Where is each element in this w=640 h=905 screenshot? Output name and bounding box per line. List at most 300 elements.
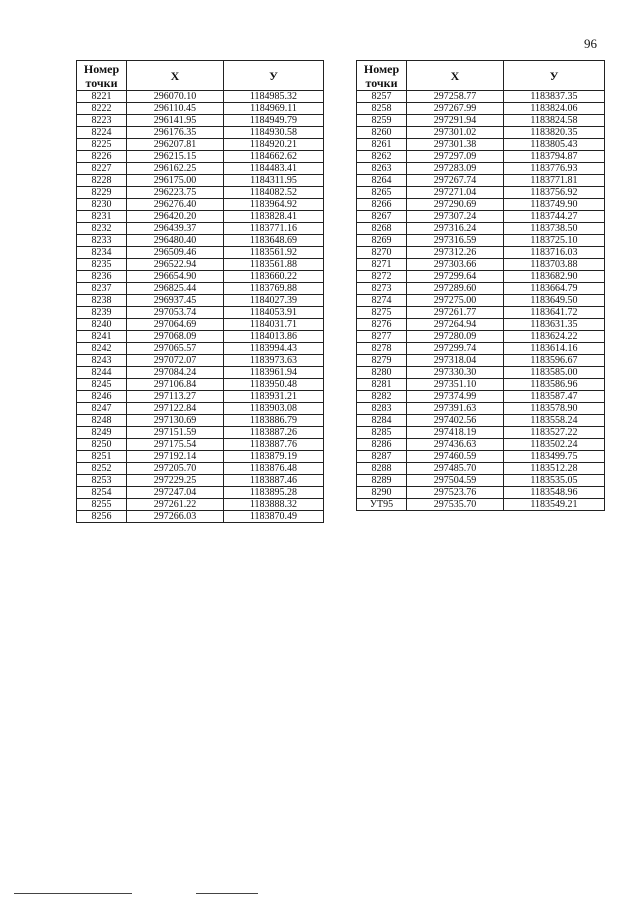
table-row — [77, 355, 324, 367]
table-row — [357, 379, 605, 391]
point-number-cell: 8228 — [77, 175, 127, 187]
y-coordinate-cell: 1183931.21 — [224, 391, 324, 403]
y-coordinate-cell: 1183994.43 — [224, 343, 324, 355]
point-number-cell: 8257 — [357, 91, 407, 103]
table-row — [357, 211, 605, 223]
point-number-cell: 8259 — [357, 115, 407, 127]
x-coordinate-cell: 297205.70 — [127, 463, 224, 475]
x-coordinate-cell: 297391.63 — [407, 403, 504, 415]
x-coordinate-cell: 297084.24 — [127, 367, 224, 379]
table-row — [77, 511, 324, 523]
point-number-cell: 8247 — [77, 403, 127, 415]
y-coordinate-cell: 1183876.48 — [224, 463, 324, 475]
y-coordinate-cell: 1183664.79 — [504, 283, 605, 295]
point-number-cell: 8244 — [77, 367, 127, 379]
x-coordinate-cell: 297297.09 — [407, 151, 504, 163]
point-number-cell: 8267 — [357, 211, 407, 223]
point-number-cell: 8241 — [77, 331, 127, 343]
x-coordinate-cell: 297130.69 — [127, 415, 224, 427]
x-coordinate-cell: 297301.38 — [407, 139, 504, 151]
y-coordinate-cell: 1183973.63 — [224, 355, 324, 367]
point-number-cell: 8230 — [77, 199, 127, 211]
x-coordinate-cell: 297312.26 — [407, 247, 504, 259]
point-number-cell: 8227 — [77, 163, 127, 175]
table-row — [357, 307, 605, 319]
point-number-cell: 8290 — [357, 487, 407, 499]
table-row — [357, 415, 605, 427]
y-coordinate-cell: 1183596.67 — [504, 355, 605, 367]
table-row — [77, 295, 324, 307]
x-coordinate-cell: 296175.00 — [127, 175, 224, 187]
point-number-cell: 8272 — [357, 271, 407, 283]
table-row — [77, 163, 324, 175]
y-coordinate-cell: 1183578.90 — [504, 403, 605, 415]
table-row — [77, 463, 324, 475]
y-coordinate-cell: 1183527.22 — [504, 427, 605, 439]
table-row — [77, 439, 324, 451]
table-row — [357, 235, 605, 247]
y-coordinate-cell: 1183548.96 — [504, 487, 605, 499]
x-coordinate-cell: 297247.04 — [127, 487, 224, 499]
y-coordinate-cell: 1183549.21 — [504, 499, 605, 511]
table-row — [357, 475, 605, 487]
x-coordinate-cell: 297523.76 — [407, 487, 504, 499]
y-coordinate-cell: 1183888.32 — [224, 499, 324, 511]
point-number-cell: 8222 — [77, 103, 127, 115]
x-coordinate-cell: 297258.77 — [407, 91, 504, 103]
point-number-cell: 8280 — [357, 367, 407, 379]
x-coordinate-cell: 297261.77 — [407, 307, 504, 319]
x-coordinate-cell: 297113.27 — [127, 391, 224, 403]
y-coordinate-cell: 1184027.39 — [224, 295, 324, 307]
point-number-cell: 8254 — [77, 487, 127, 499]
point-number-header — [77, 61, 127, 91]
point-number-cell: 8232 — [77, 223, 127, 235]
point-number-cell: 8286 — [357, 439, 407, 451]
table-row — [77, 103, 324, 115]
y-coordinate-cell: 1183703.88 — [504, 259, 605, 271]
x-coordinate-cell: 297072.07 — [127, 355, 224, 367]
table-row — [77, 91, 324, 103]
coordinates-table-left — [76, 60, 324, 523]
table-row — [357, 115, 605, 127]
table-row — [357, 355, 605, 367]
x-coordinate-cell: 297299.64 — [407, 271, 504, 283]
y-coordinate-cell: 1184053.91 — [224, 307, 324, 319]
table-row — [357, 139, 605, 151]
x-coordinate-cell: 297267.99 — [407, 103, 504, 115]
table-row — [77, 175, 324, 187]
table-row — [77, 199, 324, 211]
table-row — [357, 223, 605, 235]
y-coordinate-cell: 1183964.92 — [224, 199, 324, 211]
point-number-cell: 8271 — [357, 259, 407, 271]
x-coordinate-cell: 296276.40 — [127, 199, 224, 211]
page-number: 96 — [584, 36, 597, 51]
y-coordinate-cell: 1183558.24 — [504, 415, 605, 427]
y-coordinate-cell: 1183649.50 — [504, 295, 605, 307]
y-coordinate-cell: 1184949.79 — [224, 115, 324, 127]
x-coordinate-cell: 297402.56 — [407, 415, 504, 427]
table-row — [357, 103, 605, 115]
point-number-cell: 8243 — [77, 355, 127, 367]
x-coordinate-cell: 296162.25 — [127, 163, 224, 175]
table-row — [357, 319, 605, 331]
point-number-cell: 8289 — [357, 475, 407, 487]
x-coordinate-cell: 297316.59 — [407, 235, 504, 247]
x-coordinate-cell: 296509.46 — [127, 247, 224, 259]
table-row — [357, 175, 605, 187]
table-row — [357, 295, 605, 307]
table-row — [357, 463, 605, 475]
point-number-cell: 8260 — [357, 127, 407, 139]
point-number-cell: 8287 — [357, 451, 407, 463]
y-coordinate-cell: 1183535.05 — [504, 475, 605, 487]
y-coordinate-cell: 1184483.41 — [224, 163, 324, 175]
point-number-cell: 8276 — [357, 319, 407, 331]
point-number-cell: 8264 — [357, 175, 407, 187]
y-coordinate-cell: 1183961.94 — [224, 367, 324, 379]
table-row — [77, 475, 324, 487]
table-row — [77, 223, 324, 235]
y-coordinate-cell: 1183756.92 — [504, 187, 605, 199]
point-number-cell: 8268 — [357, 223, 407, 235]
table-row — [77, 283, 324, 295]
table-header-row — [357, 61, 605, 91]
point-number-cell: 8269 — [357, 235, 407, 247]
x-coordinate-cell: 297106.84 — [127, 379, 224, 391]
point-number-cell: 8258 — [357, 103, 407, 115]
y-coordinate-cell: 1183820.35 — [504, 127, 605, 139]
point-number-cell: 8229 — [77, 187, 127, 199]
y-coordinate-cell: 1184082.52 — [224, 187, 324, 199]
x-coordinate-cell: 296937.45 — [127, 295, 224, 307]
x-coordinate-cell: 296110.45 — [127, 103, 224, 115]
table-row — [77, 187, 324, 199]
table-row — [77, 211, 324, 223]
x-coordinate-cell: 297122.84 — [127, 403, 224, 415]
point-number-cell: 8284 — [357, 415, 407, 427]
y-coordinate-cell: 1183771.81 — [504, 175, 605, 187]
y-coordinate-cell: 1183794.87 — [504, 151, 605, 163]
point-number-cell: 8255 — [77, 499, 127, 511]
point-number-cell: 8221 — [77, 91, 127, 103]
table-row — [77, 115, 324, 127]
y-coordinate-cell: 1183824.58 — [504, 115, 605, 127]
point-number-cell: 8263 — [357, 163, 407, 175]
x-coordinate-cell: 297192.14 — [127, 451, 224, 463]
point-number-cell: 8238 — [77, 295, 127, 307]
x-coordinate-cell: 297064.69 — [127, 319, 224, 331]
table-row — [357, 283, 605, 295]
y-coordinate-cell: 1183771.16 — [224, 223, 324, 235]
table-row — [357, 247, 605, 259]
y-coordinate-cell: 1183585.00 — [504, 367, 605, 379]
y-coordinate-cell: 1183879.19 — [224, 451, 324, 463]
point-number-cell: 8248 — [77, 415, 127, 427]
table-row — [77, 367, 324, 379]
point-number-cell: 8277 — [357, 331, 407, 343]
table-row — [77, 451, 324, 463]
x-coordinate-cell: 297264.94 — [407, 319, 504, 331]
point-number-cell: 8250 — [77, 439, 127, 451]
point-number-cell: 8240 — [77, 319, 127, 331]
y-coordinate-cell: 1183738.50 — [504, 223, 605, 235]
y-coordinate-cell: 1183512.28 — [504, 463, 605, 475]
table-row — [357, 367, 605, 379]
coordinates-table-right — [356, 60, 605, 511]
table-row — [357, 403, 605, 415]
y-coordinate-cell: 1183886.79 — [224, 415, 324, 427]
table-row — [77, 151, 324, 163]
x-coordinate-cell: 297299.74 — [407, 343, 504, 355]
table-row — [77, 235, 324, 247]
y-coordinate-cell: 1183561.88 — [224, 259, 324, 271]
table-row — [77, 391, 324, 403]
point-number-cell: 8226 — [77, 151, 127, 163]
x-coordinate-cell: 297280.09 — [407, 331, 504, 343]
table-row — [357, 151, 605, 163]
x-coordinate-cell: 297318.04 — [407, 355, 504, 367]
x-coordinate-cell: 297504.59 — [407, 475, 504, 487]
y-coordinate-cell: 1183499.75 — [504, 451, 605, 463]
x-coordinate-cell: 297290.69 — [407, 199, 504, 211]
point-number-cell: 8231 — [77, 211, 127, 223]
x-coordinate-cell: 297261.22 — [127, 499, 224, 511]
x-coordinate-cell: 297301.02 — [407, 127, 504, 139]
x-coordinate-cell: 297267.74 — [407, 175, 504, 187]
point-number-cell: 8245 — [77, 379, 127, 391]
x-coordinate-cell: 297068.09 — [127, 331, 224, 343]
table-header-row — [77, 61, 324, 91]
point-number-cell: 8274 — [357, 295, 407, 307]
y-coordinate-cell: 1183887.46 — [224, 475, 324, 487]
x-header: X — [127, 61, 224, 91]
point-number-cell: 8266 — [357, 199, 407, 211]
y-coordinate-cell: 1183895.28 — [224, 487, 324, 499]
y-coordinate-cell: 1183828.41 — [224, 211, 324, 223]
y-coordinate-cell: 1184930.58 — [224, 127, 324, 139]
y-coordinate-cell: 1183870.49 — [224, 511, 324, 523]
point-number-cell: 8223 — [77, 115, 127, 127]
x-coordinate-cell: 296654.90 — [127, 271, 224, 283]
point-number-cell: 8233 — [77, 235, 127, 247]
table-row — [357, 439, 605, 451]
x-coordinate-cell: 297418.19 — [407, 427, 504, 439]
y-coordinate-cell: 1183641.72 — [504, 307, 605, 319]
y-header: У — [504, 61, 605, 91]
table-row — [357, 343, 605, 355]
y-coordinate-cell: 1183624.22 — [504, 331, 605, 343]
point-number-cell: 8283 — [357, 403, 407, 415]
y-coordinate-cell: 1183950.48 — [224, 379, 324, 391]
y-coordinate-cell: 1183769.88 — [224, 283, 324, 295]
y-coordinate-cell: 1183837.35 — [504, 91, 605, 103]
table-row — [77, 379, 324, 391]
table-row — [77, 259, 324, 271]
y-coordinate-cell: 1183586.96 — [504, 379, 605, 391]
x-coordinate-cell: 297289.60 — [407, 283, 504, 295]
y-coordinate-cell: 1184013.86 — [224, 331, 324, 343]
point-number-cell: 8279 — [357, 355, 407, 367]
y-coordinate-cell: 1183824.06 — [504, 103, 605, 115]
point-number-cell: 8246 — [77, 391, 127, 403]
x-coordinate-cell: 296420.20 — [127, 211, 224, 223]
x-coordinate-cell: 296825.44 — [127, 283, 224, 295]
x-coordinate-cell: 297436.63 — [407, 439, 504, 451]
point-number-cell: 8253 — [77, 475, 127, 487]
point-number-cell: 8249 — [77, 427, 127, 439]
x-coordinate-cell: 296439.37 — [127, 223, 224, 235]
table-row — [77, 343, 324, 355]
y-coordinate-cell: 1183887.76 — [224, 439, 324, 451]
table-row — [77, 127, 324, 139]
x-coordinate-cell: 297374.99 — [407, 391, 504, 403]
x-coordinate-cell: 296480.40 — [127, 235, 224, 247]
table-row — [357, 391, 605, 403]
table-row — [357, 427, 605, 439]
x-coordinate-cell: 297460.59 — [407, 451, 504, 463]
y-coordinate-cell: 1183631.35 — [504, 319, 605, 331]
x-coordinate-cell: 297275.00 — [407, 295, 504, 307]
point-number-cell: 8224 — [77, 127, 127, 139]
x-coordinate-cell: 297229.25 — [127, 475, 224, 487]
table-row — [77, 487, 324, 499]
y-coordinate-cell: 1184920.21 — [224, 139, 324, 151]
table-row — [357, 127, 605, 139]
y-coordinate-cell: 1183749.90 — [504, 199, 605, 211]
y-coordinate-cell: 1183725.10 — [504, 235, 605, 247]
y-coordinate-cell: 1183648.69 — [224, 235, 324, 247]
point-number-cell: 8262 — [357, 151, 407, 163]
table-row — [357, 199, 605, 211]
point-number-cell: УТ95 — [357, 499, 407, 511]
point-number-header-line2: точки — [85, 75, 118, 90]
x-coordinate-cell: 296070.10 — [127, 91, 224, 103]
x-coordinate-cell: 297065.57 — [127, 343, 224, 355]
y-coordinate-cell: 1183614.16 — [504, 343, 605, 355]
table-row — [357, 331, 605, 343]
footer-scan-mark — [196, 893, 258, 894]
x-coordinate-cell: 297303.66 — [407, 259, 504, 271]
table-row — [357, 487, 605, 499]
point-number-cell: 8234 — [77, 247, 127, 259]
footer-scan-mark — [14, 893, 132, 894]
point-number-cell: 8265 — [357, 187, 407, 199]
table-row — [77, 271, 324, 283]
point-number-header — [357, 61, 407, 91]
table-row — [357, 187, 605, 199]
table-row — [77, 139, 324, 151]
point-number-cell: 8278 — [357, 343, 407, 355]
x-coordinate-cell: 296141.95 — [127, 115, 224, 127]
y-coordinate-cell: 1183502.24 — [504, 439, 605, 451]
point-number-cell: 8282 — [357, 391, 407, 403]
table-row — [357, 163, 605, 175]
x-coordinate-cell: 297175.54 — [127, 439, 224, 451]
point-number-cell: 8225 — [77, 139, 127, 151]
x-coordinate-cell: 297271.04 — [407, 187, 504, 199]
x-coordinate-cell: 297316.24 — [407, 223, 504, 235]
x-coordinate-cell: 297351.10 — [407, 379, 504, 391]
point-number-cell: 8270 — [357, 247, 407, 259]
y-coordinate-cell: 1183660.22 — [224, 271, 324, 283]
point-number-cell: 8237 — [77, 283, 127, 295]
x-coordinate-cell: 296522.94 — [127, 259, 224, 271]
table-row — [77, 307, 324, 319]
x-coordinate-cell: 297330.30 — [407, 367, 504, 379]
x-coordinate-cell: 297266.03 — [127, 511, 224, 523]
y-coordinate-cell: 1183776.93 — [504, 163, 605, 175]
point-number-cell: 8235 — [77, 259, 127, 271]
x-header: X — [407, 61, 504, 91]
y-coordinate-cell: 1183887.26 — [224, 427, 324, 439]
x-coordinate-cell: 297535.70 — [407, 499, 504, 511]
table-row — [77, 403, 324, 415]
y-coordinate-cell: 1184311.95 — [224, 175, 324, 187]
table-row — [357, 259, 605, 271]
y-coordinate-cell: 1183744.27 — [504, 211, 605, 223]
point-number-cell: 8239 — [77, 307, 127, 319]
x-coordinate-cell: 297283.09 — [407, 163, 504, 175]
y-coordinate-cell: 1183587.47 — [504, 391, 605, 403]
point-number-cell: 8252 — [77, 463, 127, 475]
point-number-cell: 8281 — [357, 379, 407, 391]
x-coordinate-cell: 297485.70 — [407, 463, 504, 475]
y-coordinate-cell: 1183716.03 — [504, 247, 605, 259]
y-coordinate-cell: 1183561.92 — [224, 247, 324, 259]
y-coordinate-cell: 1184985.32 — [224, 91, 324, 103]
point-number-cell: 8236 — [77, 271, 127, 283]
table-row — [357, 271, 605, 283]
table-row — [77, 499, 324, 511]
x-coordinate-cell: 297307.24 — [407, 211, 504, 223]
point-number-cell: 8275 — [357, 307, 407, 319]
table-row — [77, 247, 324, 259]
x-coordinate-cell: 297151.59 — [127, 427, 224, 439]
table-row — [77, 319, 324, 331]
x-coordinate-cell: 296207.81 — [127, 139, 224, 151]
y-coordinate-cell: 1184031.71 — [224, 319, 324, 331]
point-number-cell: 8285 — [357, 427, 407, 439]
table-row — [77, 427, 324, 439]
point-number-cell: 8251 — [77, 451, 127, 463]
table-row — [357, 91, 605, 103]
point-number-cell: 8261 — [357, 139, 407, 151]
x-coordinate-cell: 296215.15 — [127, 151, 224, 163]
y-coordinate-cell: 1183682.90 — [504, 271, 605, 283]
point-number-header-line1: Номер — [363, 61, 400, 76]
point-number-cell: 8256 — [77, 511, 127, 523]
point-number-header-line1: Номер — [83, 61, 120, 76]
table-row — [357, 499, 605, 511]
x-coordinate-cell: 296176.35 — [127, 127, 224, 139]
x-coordinate-cell: 297291.94 — [407, 115, 504, 127]
y-header: У — [224, 61, 324, 91]
table-row — [77, 415, 324, 427]
point-number-header-line2: точки — [365, 75, 398, 90]
y-coordinate-cell: 1184662.62 — [224, 151, 324, 163]
table-row — [357, 451, 605, 463]
x-coordinate-cell: 297053.74 — [127, 307, 224, 319]
y-coordinate-cell: 1184969.11 — [224, 103, 324, 115]
y-coordinate-cell: 1183903.08 — [224, 403, 324, 415]
x-coordinate-cell: 296223.75 — [127, 187, 224, 199]
y-coordinate-cell: 1183805.43 — [504, 139, 605, 151]
point-number-cell: 8288 — [357, 463, 407, 475]
point-number-cell: 8273 — [357, 283, 407, 295]
point-number-cell: 8242 — [77, 343, 127, 355]
